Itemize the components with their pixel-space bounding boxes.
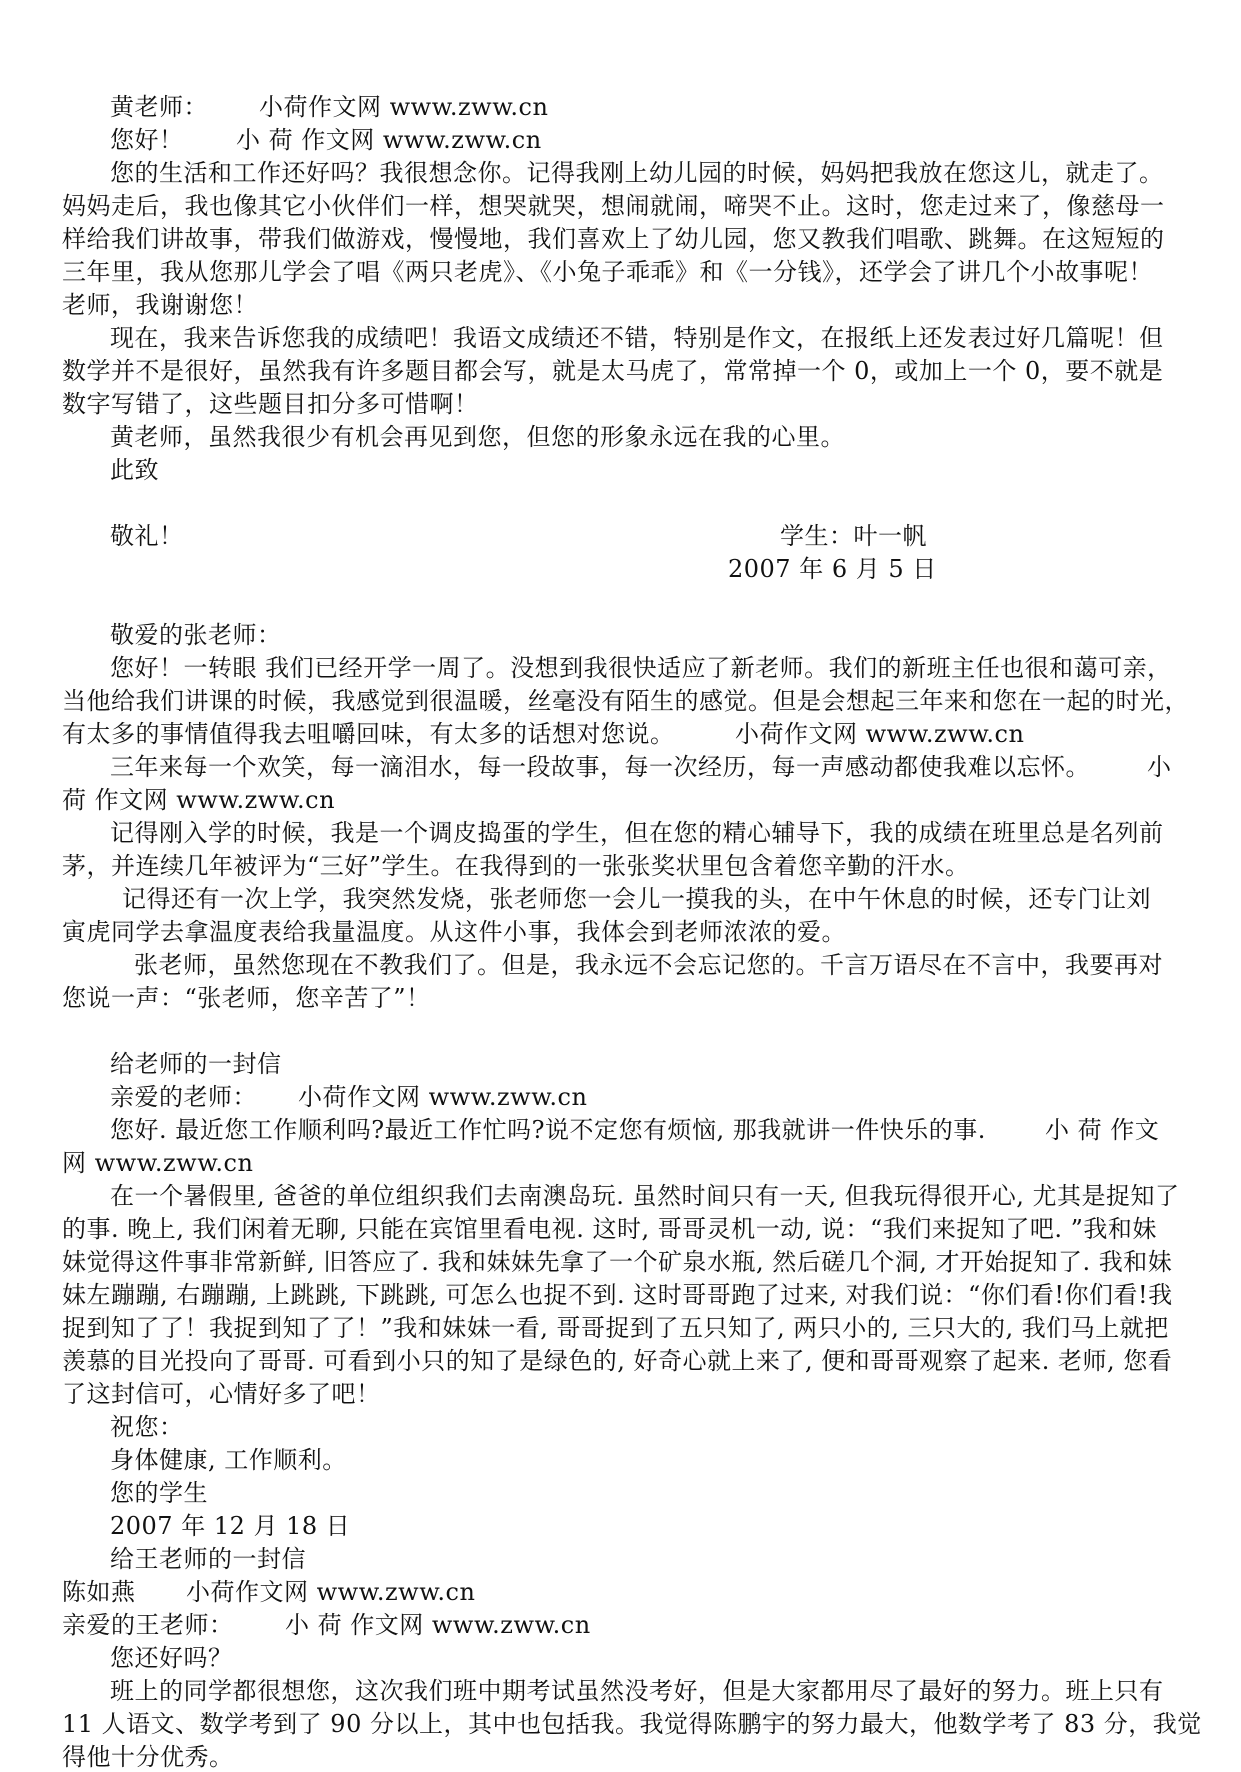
letter4-watermark-b: 小 荷 作文网 www.zww.cn <box>285 1611 591 1639</box>
letter3-watermark-a: 小荷作文网 www.zww.cn <box>298 1083 588 1111</box>
letter3-p2-line2: 的事. 晚上, 我们闲着无聊, 只能在宾馆里看电视. 这时, 哥哥灵机一动, 说：“我们来捉知了吧. ”我和妹 <box>62 1215 1157 1243</box>
letter1-closing2: 敬礼！ <box>110 522 184 550</box>
letter1-p2-line1: 现在，我来告诉您我的成绩吧！我语文成绩还不错，特别是作文，在报纸上还发表过好几篇呢！但 <box>110 324 1164 352</box>
letter2-p2-watermark: 小 <box>1147 753 1172 781</box>
letter1-p2-line3: 数字写错了，这些题目扣分多可惜啊！ <box>62 390 479 418</box>
letter3-p1-watermark: 小 荷 作文 <box>1045 1116 1160 1144</box>
letter1-p1-line4: 三年里，我从您那儿学会了唱《两只老虎》、《小兔子乖乖》和《一分钱》，还学会了讲几个小故事呢！ <box>62 258 1153 286</box>
letter3-closing1: 祝您： <box>110 1413 184 1441</box>
letter2-p3-line1: 记得刚入学的时候，我是一个调皮捣蛋的学生，但在您的精心辅导下，我的成绩在班里总是名列前 <box>110 819 1164 847</box>
letter2-p3-line2: 茅，并连续几年被评为“三好”学生。在我得到的一张张奖状里包含着您辛勤的汗水。 <box>62 852 970 880</box>
letter1-watermark-b: 小 荷 作文网 www.zww.cn <box>236 126 542 154</box>
letter2-p4-line1: 记得还有一次上学，我突然发烧，张老师您一会儿一摸我的头，在中午休息的时候，还专门让刘 <box>122 885 1151 913</box>
letter1-closing1: 此致 <box>110 456 159 484</box>
letter2-p4-line2: 寅虎同学去拿温度表给我量温度。从这件小事，我体会到老师浓浓的爱。 <box>62 918 846 946</box>
letter2-p1-watermark: 小荷作文网 www.zww.cn <box>735 720 1025 748</box>
letter1-p1-line2: 妈妈走后，我也像其它小伙伴们一样，想哭就哭，想闹就闹，啼哭不止。这时，您走过来了，像慈母一 <box>62 192 1165 220</box>
letter4-greeting: 您还好吗？ <box>110 1644 233 1672</box>
letter3-p1-line2: 网 www.zww.cn <box>62 1149 254 1177</box>
letter1-p3: 黄老师，虽然我很少有机会再见到您，但您的形象永远在我的心里。 <box>110 423 845 451</box>
letter1-p1-line3: 样给我们讲故事，带我们做游戏，慢慢地，我们喜欢上了幼儿园，您又教我们唱歌、跳舞。在这短短的 <box>62 225 1165 253</box>
letter1-watermark-a: 小荷作文网 www.zww.cn <box>259 93 549 121</box>
letter4-author: 陈如燕 <box>62 1578 136 1606</box>
letter4-p1-line2: 11 人语文、数学考到了 90 分以上，其中也包括我。我觉得陈鹏宇的努力最大，他数学考了 83 分，我觉 <box>62 1710 1202 1738</box>
letter2-salutation: 敬爱的张老师： <box>110 621 282 649</box>
letter1-p2-line2: 数学并不是很好，虽然我有许多题目都会写，就是太马虎了，常常掉一个 0，或加上一个 0，要不就是 <box>62 357 1164 385</box>
letter1-greeting: 您好！ <box>110 126 184 154</box>
letter2-p1-line3: 有太多的事情值得我去咀嚼回味，有太多的话想对您说。 <box>62 720 675 748</box>
letter2-p2-line1: 三年来每一个欢笑，每一滴泪水，每一段故事，每一次经历，每一声感动都使我难以忘怀。 <box>110 753 1090 781</box>
letter2-p1-line2: 当他给我们讲课的时候，我感觉到很温暖，丝毫没有陌生的感觉。但是会想起三年来和您在一起的时光， <box>62 687 1189 715</box>
letter3-p2-line5: 捉到知了了！我捉到知了了！”我和妹妹一看, 哥哥捉到了五只知了, 两只小的, 三只大的, 我们马上就把 <box>62 1314 1169 1342</box>
letter2-p5-line2: 您说一声：“张老师，您辛苦了”！ <box>62 984 431 1012</box>
letter3-p2-line1: 在一个暑假里, 爸爸的单位组织我们去南澳岛玩. 虽然时间只有一天, 但我玩得很开心, 尤其是捉知了 <box>110 1182 1180 1210</box>
letter2-p2-line2: 荷 作文网 www.zww.cn <box>62 786 336 814</box>
letter4-salutation: 亲爱的王老师： <box>62 1611 234 1639</box>
letter3-title: 给老师的一封信 <box>110 1050 282 1078</box>
letter3-p2-line3: 妹觉得这件事非常新鲜, 旧答应了. 我和妹妹先拿了一个矿泉水瓶, 然后磋几个洞, 才开始捉知了. 我和妹 <box>62 1248 1173 1276</box>
letter3-p2-line6: 羡慕的目光投向了哥哥. 可看到小只的知了是绿色的, 好奇心就上来了, 便和哥哥观察了起来. 老师, 您看 <box>62 1347 1173 1375</box>
letter2-p1-line1: 您好！一转眼 我们已经开学一周了。没想到我很快适应了新老师。我们的新班主任也很和蔼可亲， <box>110 654 1172 682</box>
letter1-salutation: 黄老师： <box>110 93 208 121</box>
letter3-salutation: 亲爱的老师： <box>110 1083 257 1111</box>
letter4-p1-line3: 得他十分优秀。 <box>62 1743 234 1771</box>
letter3-p1-line1: 您好. 最近您工作顺利吗?最近工作忙吗?说不定您有烦恼, 那我就讲一件快乐的事. <box>110 1116 986 1144</box>
letter2-p5-line1: 张老师，虽然您现在不教我们了。但是，我永远不会忘记您的。千言万语尽在不言中，我要再对 <box>134 951 1163 979</box>
letter1-p1-line5: 老师，我谢谢您！ <box>62 291 258 319</box>
letter1-date: 2007 年 6 月 5 日 <box>728 555 937 583</box>
letter1-p1-line1: 您的生活和工作还好吗？我很想念你。记得我刚上幼儿园的时候，妈妈把我放在您这儿，就走了。 <box>110 159 1164 187</box>
letter3-closing2: 身体健康, 工作顺利。 <box>110 1446 347 1474</box>
letter3-date: 2007 年 12 月 18 日 <box>110 1512 351 1540</box>
letter4-title: 给王老师的一封信 <box>110 1545 306 1573</box>
letter3-signature: 您的学生 <box>110 1479 208 1507</box>
letter4-watermark-a: 小荷作文网 www.zww.cn <box>186 1578 476 1606</box>
letter1-signature: 学生：叶一帆 <box>780 522 927 550</box>
letter3-p2-line4: 妹左蹦蹦, 右蹦蹦, 上跳跳, 下跳跳, 可怎么也捉不到. 这时哥哥跑了过来, 对我们说：“你们看!你们看!我 <box>62 1281 1173 1309</box>
letter4-p1-line1: 班上的同学都很想您，这次我们班中期考试虽然没考好，但是大家都用尽了最好的努力。班上只有 <box>110 1677 1164 1705</box>
letter3-p2-line7: 了这封信可，心情好多了吧！ <box>62 1380 381 1408</box>
